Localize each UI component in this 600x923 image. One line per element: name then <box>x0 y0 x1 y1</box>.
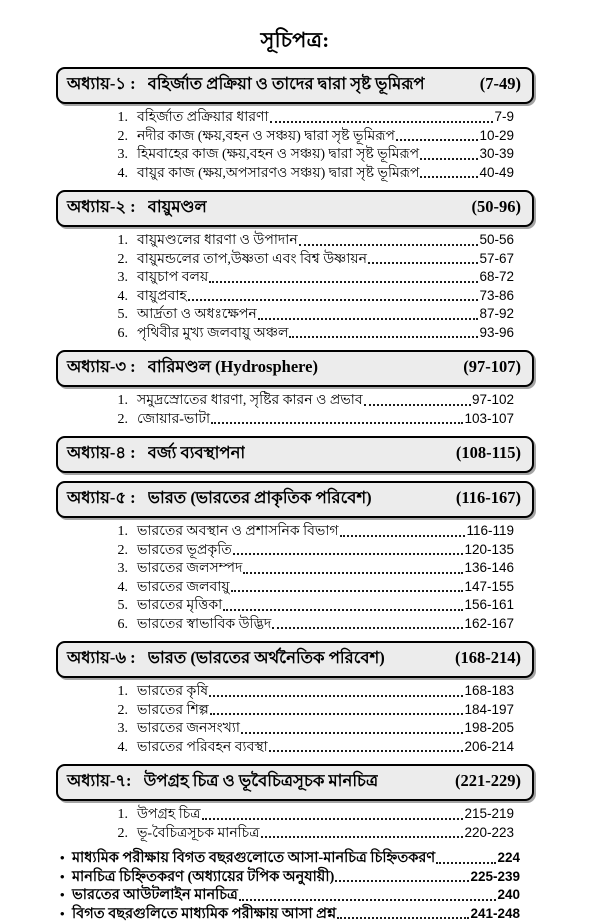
chapter-label: অধ্যায়-১ : <box>67 71 136 98</box>
chapter-page-range: (221-229) <box>445 771 521 791</box>
item-page-range: 40-49 <box>479 164 514 182</box>
extra-title: মাধ্যমিক পরীক্ষায় বিগত বছরগুলোতে আসা-মানচিত্র চিহ্নিতকরণ <box>72 849 435 868</box>
dot-leader <box>258 318 479 320</box>
item-page-range: 198-205 <box>464 719 514 737</box>
chapter-section <box>56 436 534 473</box>
toc-item <box>106 108 514 127</box>
item-page-range: 30-39 <box>479 145 514 163</box>
bullet-icon: • <box>60 868 72 887</box>
chapter-page-range: (7-49) <box>470 74 521 94</box>
item-title: জোয়ার-ভাটা <box>137 411 210 429</box>
item-number: 4. <box>106 739 128 757</box>
item-number: 2. <box>106 128 128 146</box>
dot-leader <box>202 818 464 820</box>
item-title: আর্দ্রতা ও অধঃক্ষেপন <box>137 306 257 324</box>
item-number: 3. <box>106 720 128 738</box>
bullet-icon: • <box>60 849 72 868</box>
item-number: 3. <box>106 269 128 287</box>
chapter-header <box>56 190 534 227</box>
chapter-section <box>56 67 534 182</box>
extra-entries-list <box>60 849 520 923</box>
item-number: 4. <box>106 165 128 183</box>
dot-leader <box>299 244 479 246</box>
extra-entry <box>60 886 520 905</box>
chapter-label: অধ্যায়-৩ : <box>67 354 136 381</box>
dot-leader <box>231 590 464 592</box>
chapter-section <box>56 481 534 633</box>
item-number: 4. <box>106 288 128 306</box>
item-number: 1. <box>106 109 128 127</box>
chapter-header <box>56 764 534 801</box>
extra-page-range: 240 <box>497 886 520 905</box>
dot-leader <box>335 880 469 882</box>
toc-item <box>106 559 514 578</box>
item-number: 1. <box>106 232 128 250</box>
dot-leader <box>269 750 464 752</box>
chapter-items-list <box>106 391 514 428</box>
item-number: 3. <box>106 146 128 164</box>
chapter-header <box>56 641 534 678</box>
item-title: ভূ-বৈচিত্রসূচক মানচিত্র <box>137 825 260 843</box>
chapter-page-range: (168-214) <box>445 648 521 668</box>
item-page-range: 103-107 <box>464 410 514 428</box>
toc-item <box>106 268 514 287</box>
extra-title: বিগত বছরগুলিতে মাধ্যমিক পরীক্ষায় আসা প্রশ্ন <box>72 905 336 923</box>
item-page-range: 116-119 <box>466 522 514 540</box>
dot-leader <box>436 862 496 864</box>
item-title: ভারতের জনসংখ্যা <box>137 720 240 738</box>
chapter-page-range: (50-96) <box>462 197 521 217</box>
chapter-title: বহির্জাত প্রক্রিয়া ও তাদের দ্বারা সৃষ্ট ভূমিরূপ <box>148 71 425 98</box>
toc-item <box>106 231 514 250</box>
item-title: ভারতের স্বাভাবিক উদ্ভিদ <box>137 616 271 634</box>
item-title: বায়ুর কাজ (ক্ষয়,অপসারণও সঞ্চয়) দ্বারা সৃষ্ট ভূমিরূপ <box>137 165 419 183</box>
item-page-range: 50-56 <box>479 231 514 249</box>
item-title: বহির্জাত প্রক্রিয়ার ধারণা <box>137 109 269 127</box>
item-number: 5. <box>106 306 128 324</box>
dot-leader <box>209 281 478 283</box>
bullet-icon: • <box>60 886 72 905</box>
item-title: বায়ুমণ্ডলের ধারণা ও উপাদান <box>137 232 298 250</box>
item-title: বায়ুমন্ডলের তাপ,উষ্ণতা এবং বিশ্ব উষ্ণায়ন <box>137 251 367 269</box>
chapter-section <box>56 641 534 756</box>
item-page-range: 10-29 <box>479 127 514 145</box>
chapter-items-list <box>106 522 514 633</box>
toc-item <box>106 615 514 634</box>
toc-item <box>106 805 514 824</box>
item-title: ভারতের ভূপ্রকৃতি <box>137 542 232 560</box>
page-title: সূচিপত্র: <box>56 24 534 59</box>
dot-leader <box>241 732 463 734</box>
dot-leader <box>364 404 471 406</box>
toc-item <box>106 410 514 429</box>
chapter-header <box>56 481 534 518</box>
dot-leader <box>420 176 478 178</box>
extra-title: ভারতের আউটলাইন মানচিত্র <box>72 886 238 905</box>
toc-item <box>106 701 514 720</box>
item-title: ভারতের জলবায়ু <box>137 579 230 597</box>
item-number: 1. <box>106 806 128 824</box>
toc-item <box>106 164 514 183</box>
chapter-items-list <box>106 682 514 756</box>
item-number: 2. <box>106 825 128 843</box>
item-title: ভারতের কৃষি <box>137 683 208 701</box>
item-title: ভারতের অবস্থান ও প্রশাসনিক বিভাগ <box>137 523 339 541</box>
chapter-title: বায়ুমণ্ডল <box>148 194 207 221</box>
toc-item <box>106 719 514 738</box>
chapter-title: বর্জ্য ব্যবস্থাপনা <box>148 440 246 467</box>
toc-item <box>106 578 514 597</box>
toc-item <box>106 682 514 701</box>
item-title: নদীর কাজ (ক্ষয়,বহন ও সঞ্চয়) দ্বারা সৃষ্ট ভূমিরূপ <box>137 128 395 146</box>
item-number: 2. <box>106 251 128 269</box>
item-number: 5. <box>106 597 128 615</box>
chapter-items-list <box>106 231 514 342</box>
item-number: 1. <box>106 392 128 410</box>
dot-leader <box>420 158 478 160</box>
toc-item <box>106 596 514 615</box>
toc-item <box>106 541 514 560</box>
item-number: 3. <box>106 560 128 578</box>
chapter-label: অধ্যায়-৫ : <box>67 485 136 512</box>
chapter-title: বারিমণ্ডল (Hydrosphere) <box>148 354 318 381</box>
extra-page-range: 241-248 <box>470 905 520 923</box>
item-page-range: 168-183 <box>464 682 514 700</box>
item-number: 2. <box>106 702 128 720</box>
item-page-range: 68-72 <box>479 268 514 286</box>
toc-item <box>106 305 514 324</box>
toc-item <box>106 522 514 541</box>
extra-entry <box>60 849 520 868</box>
dot-leader <box>243 572 463 574</box>
chapter-header <box>56 436 534 473</box>
item-page-range: 87-92 <box>479 305 514 323</box>
item-number: 2. <box>106 542 128 560</box>
toc-item <box>106 824 514 843</box>
item-number: 1. <box>106 523 128 541</box>
chapter-title: ভারত (ভারতের অর্থনৈতিক পরিবেশ) <box>148 645 385 672</box>
item-page-range: 147-155 <box>464 578 514 596</box>
chapter-header <box>56 350 534 387</box>
item-page-range: 162-167 <box>464 615 514 633</box>
dot-leader <box>272 627 463 629</box>
item-title: পৃথিবীর মুখ্য জলবায়ু অঞ্চল <box>137 325 288 343</box>
item-number: 2. <box>106 411 128 429</box>
item-page-range: 57-67 <box>479 250 514 268</box>
dot-leader <box>289 336 478 338</box>
item-page-range: 156-161 <box>464 596 514 614</box>
table-of-contents <box>56 67 534 842</box>
extra-entry <box>60 868 520 887</box>
item-title: বায়ুপ্রবাহ <box>137 288 187 306</box>
extra-entry <box>60 905 520 923</box>
chapter-section <box>56 190 534 342</box>
toc-item <box>106 324 514 343</box>
dot-leader <box>210 713 464 715</box>
chapter-label: অধ্যায়-৬ : <box>67 645 136 672</box>
item-title: হিমবাহের কাজ (ক্ষয়,বহন ও সঞ্চয়) দ্বারা সৃষ্ট ভূমিরূপ <box>137 146 419 164</box>
item-page-range: 97-102 <box>472 391 514 409</box>
dot-leader <box>368 262 478 264</box>
item-page-range: 220-223 <box>464 824 514 842</box>
dot-leader <box>223 609 463 611</box>
chapter-section <box>56 764 534 842</box>
item-page-range: 206-214 <box>464 738 514 756</box>
chapter-title: উপগ্রহ চিত্র ও ভূবৈচিত্রসূচক মানচিত্র <box>144 768 379 795</box>
item-title: ভারতের জলসম্পদ <box>137 560 242 578</box>
item-page-range: 7-9 <box>494 108 514 126</box>
toc-item <box>106 127 514 146</box>
item-page-range: 136-146 <box>464 559 514 577</box>
chapter-page-range: (97-107) <box>453 357 521 377</box>
dot-leader <box>211 422 463 424</box>
chapter-header <box>56 67 534 104</box>
chapter-title: ভারত (ভারতের প্রাকৃতিক পরিবেশ) <box>148 485 372 512</box>
chapter-page-range: (108-115) <box>446 443 521 463</box>
item-number: 6. <box>106 616 128 634</box>
chapter-section <box>56 350 534 428</box>
toc-item <box>106 287 514 306</box>
item-page-range: 215-219 <box>464 805 514 823</box>
dot-leader <box>239 899 497 901</box>
toc-item <box>106 145 514 164</box>
chapter-items-list <box>106 108 514 182</box>
item-title: সমুদ্রস্রোতের ধারণা, সৃষ্টির কারন ও প্রভাব <box>137 392 363 410</box>
item-title: ভারতের মৃত্তিকা <box>137 597 222 615</box>
extra-page-range: 225-239 <box>470 868 520 887</box>
item-number: 1. <box>106 683 128 701</box>
chapter-label: অধ্যায়-৪ : <box>67 440 136 467</box>
dot-leader <box>233 553 464 555</box>
dot-leader <box>209 695 463 697</box>
item-number: 4. <box>106 579 128 597</box>
extra-page-range: 224 <box>497 849 520 868</box>
item-title: ভারতের পরিবহন ব্যবস্থা <box>137 739 268 757</box>
item-page-range: 120-135 <box>464 541 514 559</box>
chapter-label: অধ্যায়-২ : <box>67 194 136 221</box>
dot-leader <box>340 535 466 537</box>
chapter-items-list <box>106 805 514 842</box>
item-page-range: 73-86 <box>479 287 514 305</box>
chapter-page-range: (116-167) <box>446 488 521 508</box>
dot-leader <box>270 121 494 123</box>
dot-leader <box>337 917 469 919</box>
bullet-icon: • <box>60 905 72 923</box>
item-title: উপগ্রহ চিত্র <box>137 806 201 824</box>
toc-item <box>106 738 514 757</box>
extra-title: মানচিত্র চিহ্নিতকরণ (অধ্যায়ের টপিক অনুযায়ী) <box>72 868 334 887</box>
chapter-label: অধ্যায়-৭: <box>67 768 132 795</box>
toc-item <box>106 250 514 269</box>
item-page-range: 93-96 <box>479 324 514 342</box>
item-number: 6. <box>106 325 128 343</box>
dot-leader <box>261 836 464 838</box>
dot-leader <box>396 139 479 141</box>
item-title: বায়ুচাপ বলয় <box>137 269 208 287</box>
dot-leader <box>188 299 479 301</box>
item-title: ভারতের শিল্প <box>137 702 209 720</box>
item-page-range: 184-197 <box>464 701 514 719</box>
toc-item <box>106 391 514 410</box>
